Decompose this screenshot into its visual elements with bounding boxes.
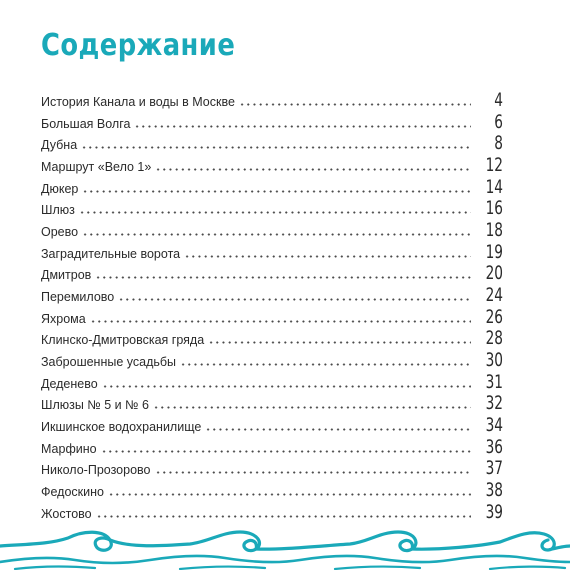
- toc-entry[interactable]: [41, 90, 503, 110]
- toc-entry[interactable]: [41, 372, 503, 392]
- toc-entry-page: 14: [485, 175, 503, 198]
- toc-entry-title: Заброшенные усадьбы: [41, 355, 177, 370]
- toc-entry[interactable]: [41, 155, 503, 175]
- toc-entry-title: Жостово: [41, 506, 92, 521]
- dot-leader: [79, 211, 471, 214]
- dot-leader: [82, 233, 471, 236]
- dot-leader: [102, 385, 471, 388]
- toc-entry-title: Федоскино: [41, 485, 104, 500]
- toc-entry-page: 24: [485, 284, 503, 307]
- toc-entry-title: Заградительные ворота: [41, 246, 181, 261]
- toc-entry-page: 28: [485, 327, 503, 350]
- toc-entry-title: Марфино: [41, 441, 97, 456]
- toc-entry[interactable]: [41, 437, 503, 457]
- toc-entry-page: 30: [485, 349, 503, 372]
- dot-leader: [101, 450, 471, 453]
- toc-entry-page: 34: [485, 414, 503, 437]
- toc-entry[interactable]: [41, 220, 503, 240]
- toc-entry[interactable]: [41, 263, 503, 283]
- toc-entry-title: Яхрома: [41, 311, 86, 326]
- toc-entry-page: 32: [485, 392, 503, 415]
- toc-entry-page: 20: [485, 262, 503, 285]
- toc-entry[interactable]: [41, 285, 503, 305]
- dot-leader: [208, 341, 471, 344]
- toc-entry[interactable]: [41, 350, 503, 370]
- dot-leader: [82, 190, 471, 193]
- table-of-contents: [41, 90, 503, 522]
- toc-entry[interactable]: [41, 502, 503, 522]
- dot-leader: [239, 103, 471, 106]
- dot-leader: [108, 493, 471, 496]
- toc-entry-page: 39: [485, 500, 503, 523]
- toc-entry-title: История Канала и воды в Москве: [41, 95, 235, 109]
- toc-entry-page: 4: [494, 89, 503, 111]
- toc-entry-title: Икшинское водохранилище: [41, 420, 202, 435]
- toc-entry[interactable]: [41, 393, 503, 413]
- toc-entry-title: Дмитров: [41, 268, 92, 283]
- toc-entry-page: 18: [485, 219, 503, 242]
- dot-leader: [118, 298, 471, 301]
- toc-entry-title: Клинско-Дмитровская гряда: [41, 333, 205, 348]
- toc-entry-page: 26: [485, 305, 503, 328]
- toc-entry[interactable]: [41, 112, 503, 132]
- toc-entry[interactable]: [41, 198, 503, 218]
- toc-entry-title: Шлюзы № 5 и № 6: [41, 398, 149, 413]
- dot-leader: [205, 428, 471, 431]
- toc-entry-title: Орево: [41, 225, 79, 240]
- toc-entry-title: Большая Волга: [41, 116, 131, 131]
- toc-entry-title: Дубна: [41, 138, 78, 153]
- toc-entry-title: Шлюз: [41, 203, 75, 218]
- toc-entry-page: 38: [485, 479, 503, 502]
- toc-entry-title: Дюкер: [41, 181, 79, 196]
- toc-entry[interactable]: [41, 242, 503, 262]
- toc-entry-page: 8: [494, 132, 503, 155]
- toc-entry[interactable]: [41, 458, 503, 478]
- dot-leader: [153, 406, 471, 409]
- dot-leader: [155, 168, 471, 171]
- toc-entry-title: Николо-Прозорово: [41, 463, 151, 478]
- toc-entry-title: Маршрут «Вело 1»: [41, 160, 152, 175]
- toc-entry-page: 31: [485, 370, 503, 393]
- toc-entry-page: 12: [485, 154, 503, 177]
- waves-icon: [0, 522, 570, 570]
- toc-entry[interactable]: [41, 177, 503, 197]
- dot-leader: [184, 255, 471, 258]
- dot-leader: [96, 515, 471, 518]
- toc-entry-title: Перемилово: [41, 290, 115, 305]
- toc-entry-page: 36: [485, 435, 503, 458]
- dot-leader: [95, 276, 471, 279]
- toc-entry-page: 37: [485, 457, 503, 480]
- toc-entry-page: 19: [485, 240, 503, 263]
- page-title: Содержание: [41, 28, 236, 63]
- toc-entry[interactable]: [41, 480, 503, 500]
- toc-entry[interactable]: [41, 415, 503, 435]
- toc-entry-page: 6: [494, 110, 503, 133]
- toc-entry-page: 16: [485, 197, 503, 220]
- toc-entry-title: Деденево: [41, 376, 98, 391]
- dot-leader: [90, 320, 471, 323]
- toc-entry[interactable]: [41, 307, 503, 327]
- dot-leader: [180, 363, 471, 366]
- toc-entry[interactable]: [41, 133, 503, 153]
- dot-leader: [134, 125, 471, 128]
- dot-leader: [155, 471, 472, 474]
- toc-entry[interactable]: [41, 328, 503, 348]
- dot-leader: [81, 146, 471, 149]
